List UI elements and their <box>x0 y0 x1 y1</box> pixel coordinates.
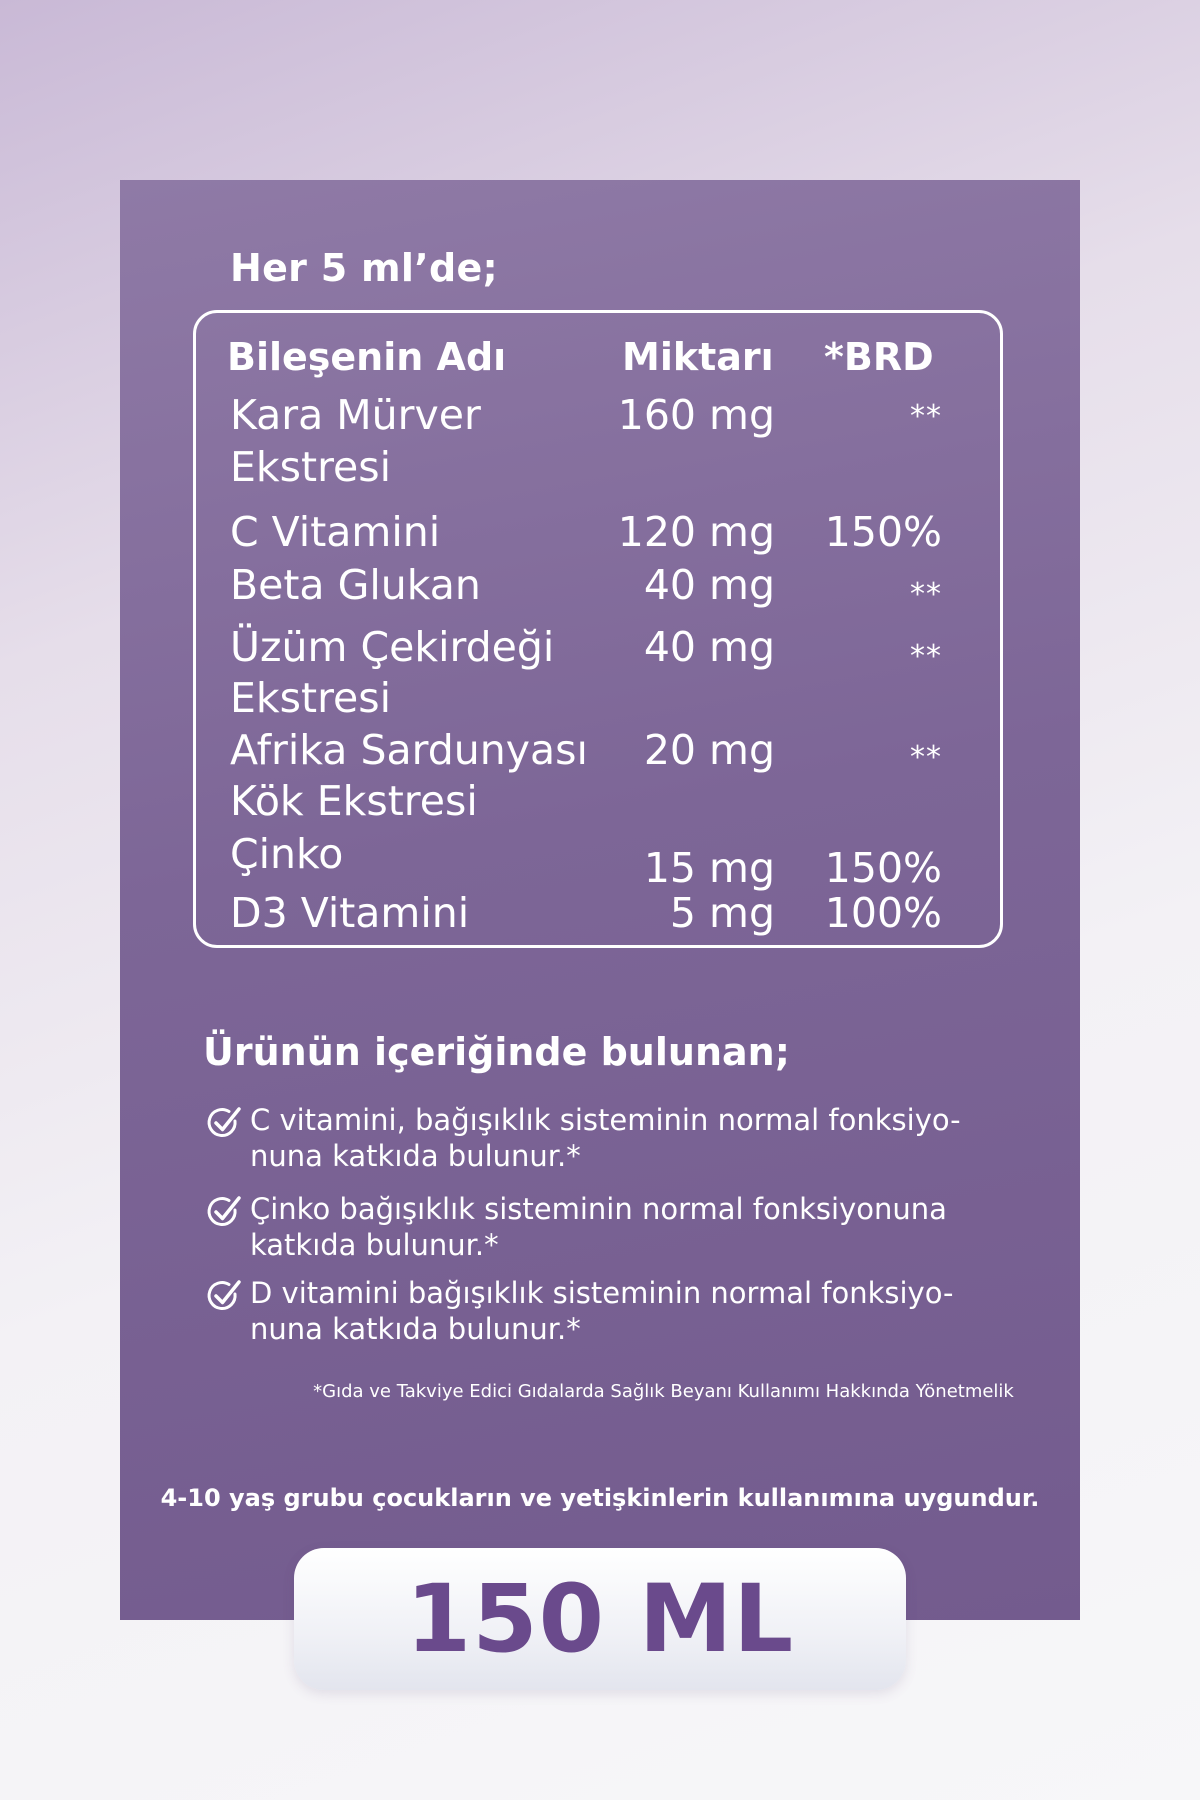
ingredient-amount: 120 mg <box>617 508 775 556</box>
benefit-line: D vitamini bağışıklık sisteminin normal fonksiyo- <box>250 1276 954 1310</box>
ingredient-name: Afrika Sardunyası <box>230 726 588 774</box>
ingredient-amount: 40 mg <box>643 623 775 671</box>
ingredient-amount: 160 mg <box>617 391 775 439</box>
benefit-line: katkıda bulunur.* <box>250 1228 499 1262</box>
ingredient-name: C Vitamini <box>230 508 441 556</box>
serving-heading: Her 5 ml’de; <box>230 246 499 290</box>
benefit-item <box>205 1191 985 1271</box>
benefit-text <box>250 1275 980 1347</box>
benefit-line: nuna katkıda bulunur.* <box>250 1312 581 1346</box>
header-amount: Miktarı <box>622 335 774 379</box>
header-ingredient-name: Bileşenin Adı <box>227 335 507 379</box>
benefit-line: nuna katkıda bulunur.* <box>250 1139 581 1173</box>
volume-label: 150 ML <box>405 1565 795 1674</box>
ingredient-name-cont: Ekstresi <box>230 674 392 722</box>
header-brd: *BRD <box>824 335 934 379</box>
check-circle-icon <box>205 1277 243 1315</box>
check-circle-icon <box>205 1193 243 1231</box>
ingredient-name: Kara Mürver <box>230 391 481 439</box>
ingredient-brd: 150% <box>824 844 942 892</box>
benefit-text <box>250 1102 980 1174</box>
ingredient-amount: 40 mg <box>643 561 775 609</box>
ingredient-brd: 150% <box>824 508 942 556</box>
benefit-line: Çinko bağışıklık sisteminin normal fonksiyonuna <box>250 1192 947 1226</box>
ingredient-brd: 100% <box>824 889 942 937</box>
ingredient-name-cont: Ekstresi <box>230 443 392 491</box>
benefit-item <box>205 1102 985 1182</box>
ingredient-amount: 20 mg <box>643 726 775 774</box>
ingredient-name: Çinko <box>230 830 344 878</box>
benefit-text <box>250 1191 980 1263</box>
ingredient-brd: ** <box>910 639 942 674</box>
ingredient-name: D3 Vitamini <box>230 889 470 937</box>
ingredient-name-cont: Kök Ekstresi <box>230 777 478 825</box>
footnote: *Gıda ve Takviye Edici Gıdalarda Sağlık Beyanı Kullanımı Hakkında Yönetmelik <box>313 1381 1014 1402</box>
benefit-line: C vitamini, bağışıklık sisteminin normal fonksiyo- <box>250 1103 961 1137</box>
benefit-item <box>205 1275 985 1355</box>
ingredient-brd: ** <box>910 399 942 434</box>
ingredient-amount: 15 mg <box>643 844 775 892</box>
ingredient-brd: ** <box>910 740 942 775</box>
age-suitability-note: 4-10 yaş grubu çocukların ve yetişkinlerin kullanımına uygundur. <box>160 1484 1040 1512</box>
benefits-title: Ürünün içeriğinde bulunan; <box>203 1030 790 1074</box>
ingredient-amount: 5 mg <box>669 889 775 937</box>
ingredient-brd: ** <box>910 577 942 612</box>
check-circle-icon <box>205 1104 243 1142</box>
volume-badge <box>294 1548 906 1690</box>
ingredient-name: Üzüm Çekirdeği <box>230 623 555 671</box>
ingredient-name: Beta Glukan <box>230 561 481 609</box>
